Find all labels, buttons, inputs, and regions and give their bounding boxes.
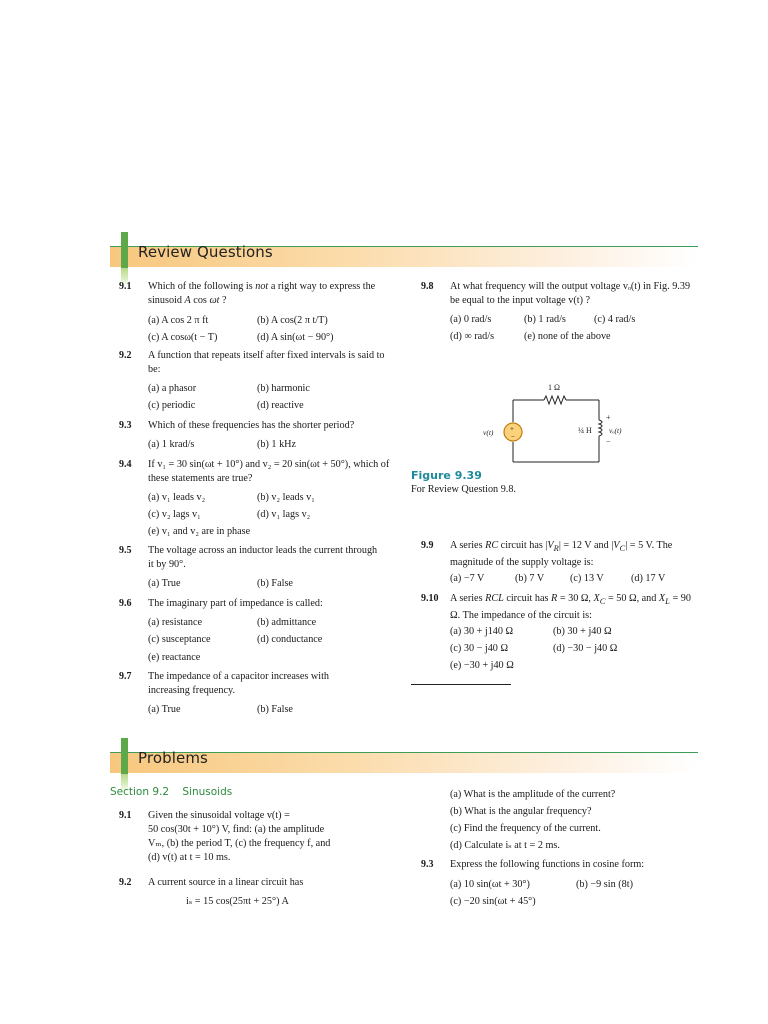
answer-option: (a) −7 V: [450, 573, 485, 584]
answer-option: (b) A cos(2 π t/T): [257, 315, 328, 326]
resistor-symbol: [544, 396, 566, 404]
question-text: If v₁ = 30 sin(ωt + 10°) and v₂ = 20 sin(ωt + 50°), which of these statements are true?: [148, 459, 390, 484]
output-plus: +: [606, 413, 611, 422]
answer-option: (c) 4 rad/s: [594, 314, 636, 325]
problem-equation: iₛ = 15 cos(25πt + 25°) A: [186, 896, 289, 907]
answer-option: (b) harmonic: [257, 383, 310, 394]
source-minus: −: [511, 433, 515, 441]
question-text: Which of the following is not a right way to express the sinusoid A cos ωt ?: [148, 281, 376, 306]
question-text: A series RCL circuit has R = 30 Ω, $X_C = 50$ Ω, and $X_L = 90$ Ω. The impedance of the circuit is:: [450, 593, 691, 621]
figure-caption: For Review Question 9.8.: [411, 484, 516, 495]
question-text: The impedance of a capacitor increases with increasing frequency.: [148, 671, 330, 696]
answer-option: (a) 10 sin(ωt + 30°): [450, 879, 530, 890]
answer-option: (b) 1 kHz: [257, 439, 297, 450]
answer-option: (b) 1 rad/s: [524, 314, 566, 325]
output-label: vₒ(t): [609, 426, 622, 435]
source-label: v(t): [483, 428, 494, 437]
answer-option: (c) −20 sin(ωt + 45°): [450, 896, 536, 907]
header-stripe: [121, 232, 128, 268]
circuit-diagram: [470, 378, 650, 468]
answer-option: (d) A sin(ωt − 90°): [257, 332, 334, 343]
problem-line: (c) Find the frequency of the current.: [450, 823, 601, 834]
question-number: 9.4: [119, 459, 132, 470]
problem-line: Vₘ, (b) the period T, (c) the frequency f, and: [148, 838, 331, 849]
answer-option: (a) 30 + j140 Ω: [450, 626, 514, 637]
question-number: 9.3: [119, 420, 132, 431]
answer-option: (a) A cos 2 π ft: [148, 315, 209, 326]
answer-option: (a) True: [148, 578, 181, 589]
answer-option: (b) 30 + j40 Ω: [553, 626, 612, 637]
question-number: 9.9: [421, 540, 434, 551]
question-number: 9.6: [119, 598, 132, 609]
question-text: The voltage across an inductor leads the current through it by 90°.: [148, 545, 378, 570]
answer-option: (b) v₂ leads v₁: [257, 492, 315, 503]
problem-line: (d) Calculate iₛ at t = 2 ms.: [450, 840, 560, 851]
question-number: 9.8: [421, 281, 434, 292]
inductor-label: ¼ H: [578, 426, 592, 435]
section-subheading: Section 9.2 Sinusoids: [110, 786, 233, 798]
answer-option: (b) 7 V: [515, 573, 545, 584]
answer-option: (d) ∞ rad/s: [450, 331, 495, 342]
answer-option: (e) reactance: [148, 652, 201, 663]
answer-option: (d) conductance: [257, 634, 323, 645]
answer-option: (a) True: [148, 704, 181, 715]
answer-option: (c) periodic: [148, 400, 196, 411]
figure-title: Figure 9.39: [411, 469, 482, 482]
problem-line: 50 cos(30t + 10°) V, find: (a) the amplitude: [148, 824, 325, 835]
answer-option: (d) reactive: [257, 400, 304, 411]
question-text: At what frequency will the output voltage vₒ(t) in Fig. 9.39 be equal to the input voltage v(t) ?: [450, 281, 691, 306]
answer-option: (c) A cosω(t − T): [148, 332, 218, 343]
problem-line: (a) What is the amplitude of the current?: [450, 789, 616, 800]
answer-option: (a) resistance: [148, 617, 203, 628]
answer-option: (b) −9 sin (8t): [576, 879, 633, 890]
question-number: 9.1: [119, 281, 132, 292]
review-title: Review Questions: [138, 243, 273, 261]
answer-option: (d) 17 V: [631, 573, 666, 584]
question-number: 9.10: [421, 593, 439, 604]
answer-option: (b) admittance: [257, 617, 317, 628]
question-text: A function that repeats itself after fixed intervals is said to be:: [148, 350, 385, 375]
problem-number: 9.3: [421, 859, 434, 870]
inductor-symbol: [599, 420, 602, 436]
source-plus: +: [510, 425, 514, 433]
answer-option: (b) False: [257, 704, 293, 715]
answer-option: (a) 0 rad/s: [450, 314, 492, 325]
answer-option: (a) v₁ leads v₂: [148, 492, 206, 503]
answer-option: (c) v₂ lags v₁: [148, 509, 201, 520]
output-minus: −: [606, 437, 611, 446]
question-number: 9.7: [119, 671, 132, 682]
answer-option: (e) −30 + j40 Ω: [450, 660, 514, 671]
answer-option: (b) False: [257, 578, 293, 589]
question-text: Which of these frequencies has the shorter period?: [148, 420, 355, 431]
header-stripe: [121, 738, 128, 774]
problems-title: Problems: [138, 749, 208, 767]
answer-option: (a) 1 krad/s: [148, 439, 195, 450]
answer-option: (c) 30 − j40 Ω: [450, 643, 509, 654]
answer-option: (e) none of the above: [524, 331, 611, 342]
problem-line: (b) What is the angular frequency?: [450, 806, 592, 817]
answer-option: (d) −30 − j40 Ω: [553, 643, 618, 654]
question-text: A series RC circuit has $|V_R| = 12$ V and $|V_C| = 5$ V. The magnitude of the supply voltage is:: [450, 540, 673, 568]
answer-option: (c) susceptance: [148, 634, 211, 645]
answer-option: (c) 13 V: [570, 573, 604, 584]
problem-line: Given the sinusoidal voltage v(t) =: [148, 810, 290, 821]
problem-line: Express the following functions in cosine form:: [450, 859, 645, 870]
problem-line: A current source in a linear circuit has: [148, 877, 304, 888]
question-text: The imaginary part of impedance is called:: [148, 598, 323, 609]
problem-number: 9.1: [119, 810, 132, 821]
problem-line: (d) v(t) at t = 10 ms.: [148, 852, 231, 863]
resistor-label: 1 Ω: [548, 383, 560, 392]
answer-option: (e) v₁ and v₂ are in phase: [148, 526, 251, 537]
answer-option: (a) a phasor: [148, 383, 197, 394]
question-number: 9.2: [119, 350, 132, 361]
divider-rule: [411, 684, 511, 685]
answer-option: (d) v₁ lags v₂: [257, 509, 311, 520]
question-number: 9.5: [119, 545, 132, 556]
problem-number: 9.2: [119, 877, 132, 888]
